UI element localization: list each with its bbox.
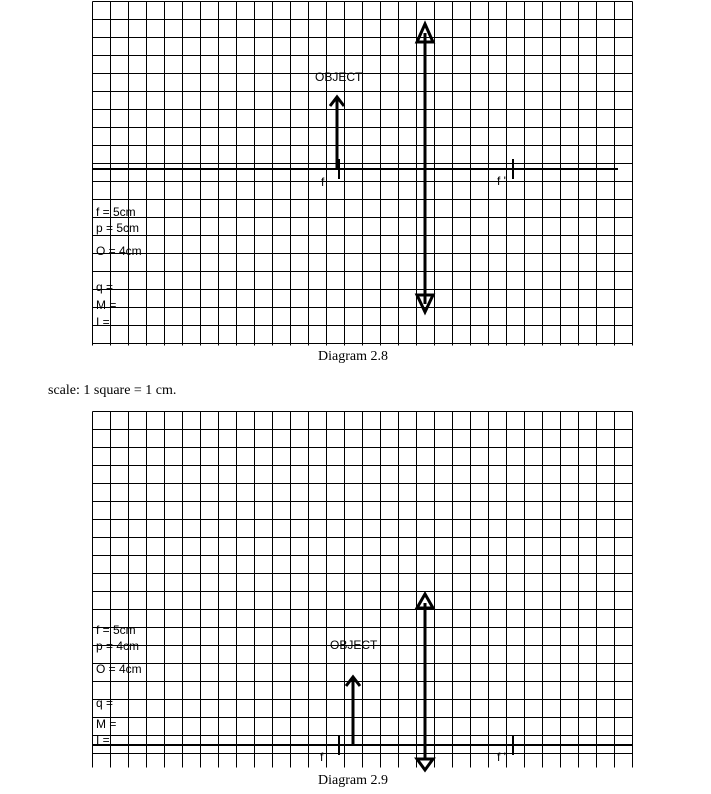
focal-right-label: f ': [497, 174, 506, 188]
given-q: q =: [96, 696, 114, 710]
object-arrow: [346, 677, 360, 745]
caption-diagram-2-9: Diagram 2.9: [318, 773, 388, 788]
diagram-2-8: [0, 0, 711, 350]
given-values: [96, 205, 142, 329]
given-f: f = 5cm: [96, 205, 136, 219]
scale-note: scale: 1 square = 1 cm.: [48, 383, 177, 398]
focal-right-label: f ': [497, 750, 506, 764]
caption-diagram-2-8: Diagram 2.8: [318, 349, 388, 364]
object-arrow: [330, 97, 344, 169]
given-i: I =: [96, 733, 110, 747]
object-label: OBJECT: [330, 638, 378, 652]
given-o: O = 4cm: [96, 662, 142, 676]
grid: [93, 2, 633, 346]
given-q: q =: [96, 280, 114, 294]
given-p: p = 5cm: [96, 221, 140, 235]
object-label: OBJECT: [315, 70, 363, 84]
given-p: p = 4cm: [96, 639, 140, 653]
diagram-2-9-canvas: [0, 410, 711, 780]
diagram-2-9: [0, 410, 711, 780]
given-i: I =: [96, 315, 110, 329]
diagram-2-8-canvas: [0, 0, 711, 350]
given-f: f = 5cm: [96, 623, 136, 637]
given-o: O = 4cm: [96, 244, 142, 258]
grid: [93, 412, 633, 768]
given-m: M =: [96, 717, 117, 731]
given-values: [96, 623, 142, 747]
focal-left-label: f: [321, 175, 325, 189]
lens-bottom-arrowhead: [417, 759, 433, 770]
focal-left-label: f: [320, 750, 324, 764]
given-m: M =: [96, 298, 117, 312]
